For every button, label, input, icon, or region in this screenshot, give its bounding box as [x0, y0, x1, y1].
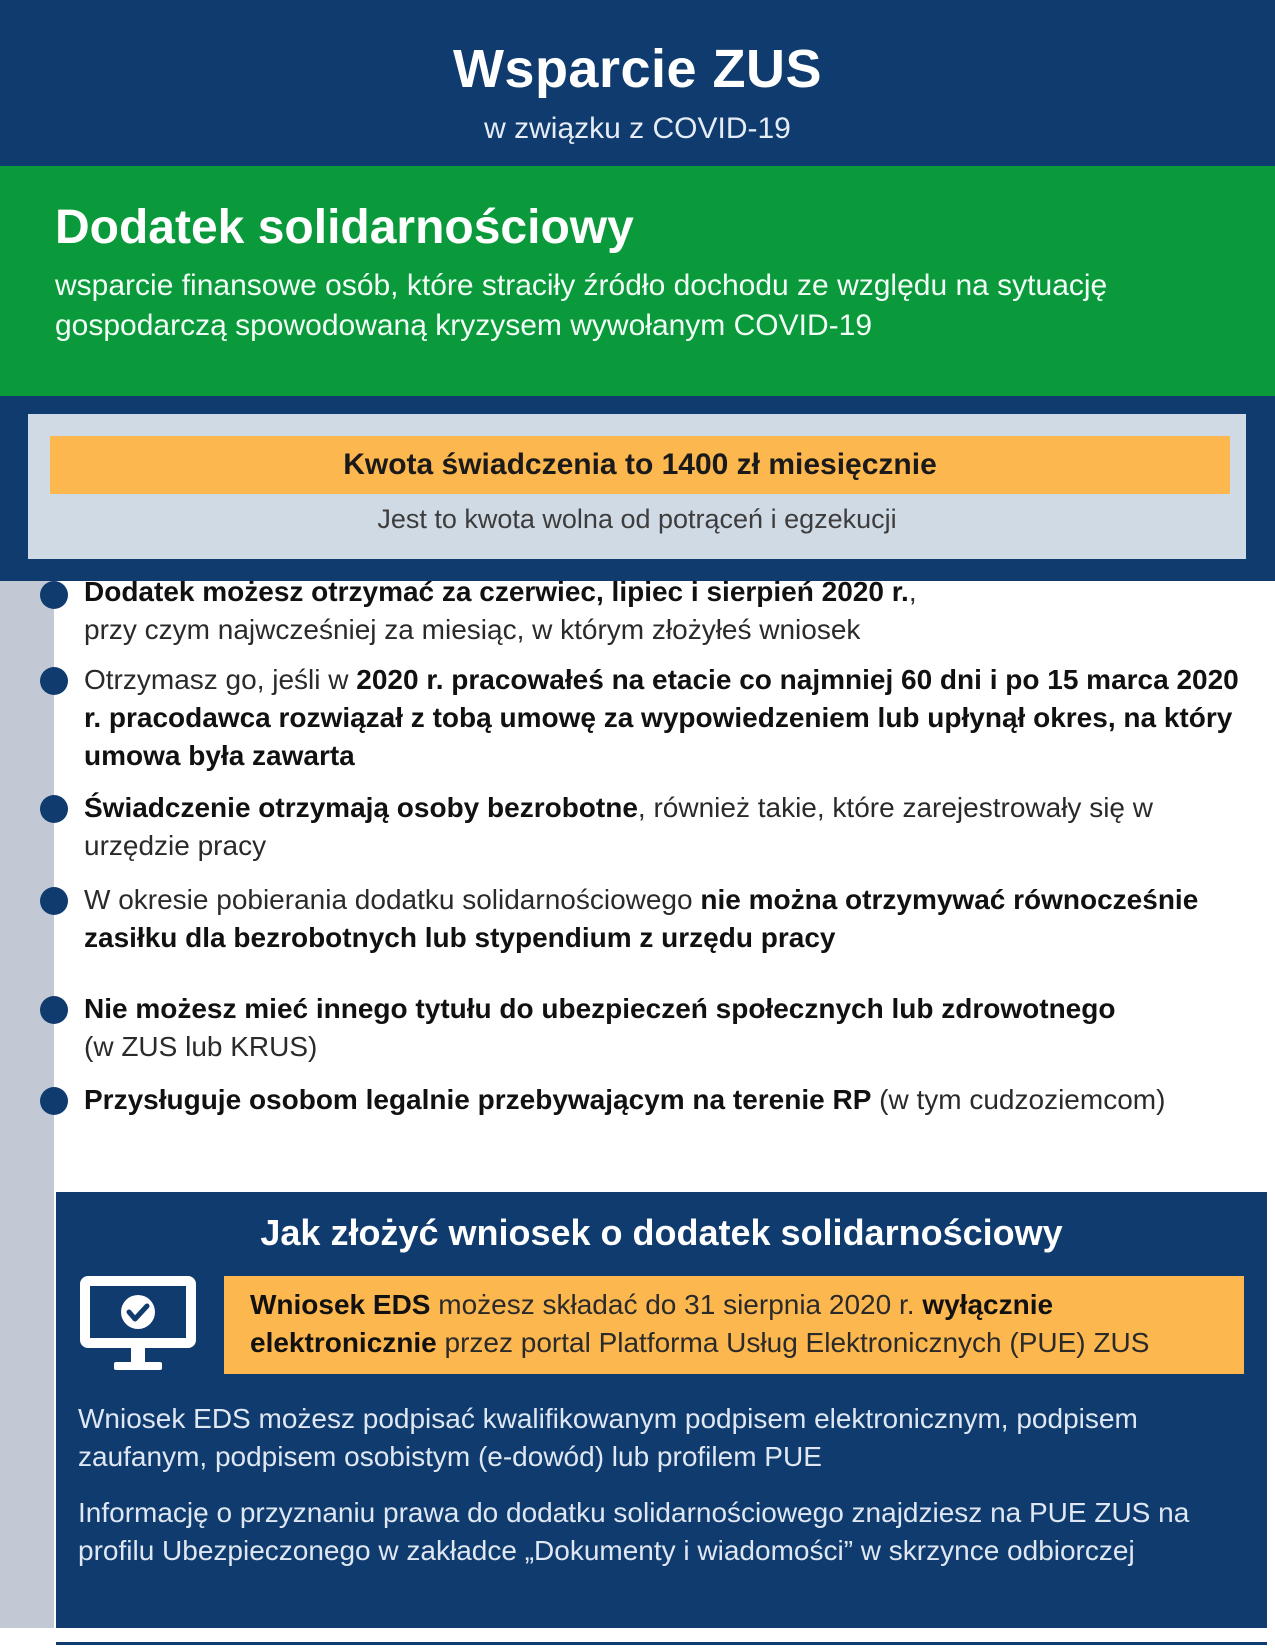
list-item-plain: przy czym najwcześniej za miesiąc, w którym złożyłeś wniosek — [84, 614, 861, 645]
how-to-heading: Jak złożyć wniosek o dodatek solidarnościowy — [260, 1212, 1063, 1253]
list-item-bold: Dodatek możesz otrzymać za czerwiec, lipiec i sierpień 2020 r. — [84, 576, 909, 607]
signature-info: Wniosek EDS możesz podpisać kwalifikowanym podpisem elektronicznym, podpisem zaufanym, podpisem osobistym (e-dowód) lub profilem PUE — [78, 1403, 1138, 1472]
eds-portal-text: przez portal Platforma Usług Elektronicznych (PUE) ZUS — [436, 1327, 1150, 1358]
page-subtitle: w związku z COVID-19 — [484, 112, 791, 145]
amount-section — [0, 396, 1275, 581]
decision-info: Informację o przyznaniu prawa do dodatku solidarnościowego znajdziesz na PUE ZUS na profilu Ubezpieczonego w zakładce „Dokumenty i wiadomości” w skrzynce odbiorczej — [78, 1497, 1190, 1566]
how-to-apply-section — [56, 1192, 1267, 1628]
amount-note: Jest to kwota wolna od potrąceń i egzekucji — [377, 504, 897, 534]
bullet-dot-icon — [40, 1087, 68, 1115]
list-item-text — [84, 1081, 1254, 1119]
list-item-plain: , również takie, które zarejestrowały się w urzędzie pracy — [84, 792, 1153, 861]
bottom-strip — [0, 1628, 1275, 1650]
list-item-text — [84, 789, 1254, 865]
list-item-text — [84, 573, 1254, 649]
bullet-dot-icon — [40, 667, 68, 695]
eds-label: Wniosek EDS — [250, 1289, 431, 1320]
eds-deadline-text: możesz składać do 31 sierpnia 2020 r. — [430, 1289, 923, 1320]
bullet-dot-icon — [40, 996, 68, 1024]
left-accent-bar — [0, 581, 54, 1650]
monitor-check-icon — [80, 1276, 196, 1376]
intro-section — [0, 166, 1275, 396]
list-item-bold: nie można otrzymywać równocześnie zasiłku dla bezrobotnych lub stypendium z urzędu pracy — [84, 884, 1199, 953]
header — [0, 0, 1275, 166]
amount-headline: Kwota świadczenia to 1400 zł miesięcznie — [50, 436, 1230, 494]
list-item-bold: 2020 r. pracowałeś na etacie co najmniej 60 dni i po 15 marca 2020 r. pracodawca rozwiązał z tobą umowę za wypowiedzeniem lub upłynął okres, na który umowa była zawarta — [84, 664, 1239, 771]
intro-heading: Dodatek solidarnościowy — [55, 201, 634, 254]
list-item-bold: Świadczenie otrzymają osoby bezrobotne — [84, 792, 638, 823]
amount-box — [28, 414, 1246, 559]
list-item-plain: W okresie pobierania dodatku solidarnościowego — [84, 884, 701, 915]
page-title: Wsparcie ZUS — [452, 39, 823, 99]
intro-description: wsparcie finansowe osób, które straciły źródło dochodu ze względu na sytuację gospodarczą spowodowaną kryzysem wywołanym COVID-19 — [55, 269, 1108, 342]
list-item-bold: Przysługuje osobom legalnie przebywającym na terenie RP — [84, 1084, 872, 1115]
list-item-text — [84, 661, 1254, 775]
bullet-dot-icon — [40, 887, 68, 915]
eds-application-box — [224, 1276, 1244, 1374]
eds-electronic-only: wyłącznie elektronicznie — [250, 1289, 1054, 1358]
list-item-plain: Otrzymasz go, jeśli w — [84, 664, 357, 695]
list-item-bold: Nie możesz mieć innego tytułu do ubezpieczeń społecznych lub zdrowotnego — [84, 993, 1116, 1024]
list-item-text — [84, 990, 1254, 1066]
bullet-dot-icon — [40, 795, 68, 823]
list-item-plain: (w ZUS lub KRUS) — [84, 1031, 318, 1062]
list-item-text — [84, 881, 1254, 957]
list-item-plain: (w tym cudzoziemcom) — [871, 1084, 1166, 1115]
list-item-plain: , — [908, 576, 917, 607]
bullet-dot-icon — [40, 581, 68, 609]
bottom-divider — [56, 1642, 1267, 1645]
